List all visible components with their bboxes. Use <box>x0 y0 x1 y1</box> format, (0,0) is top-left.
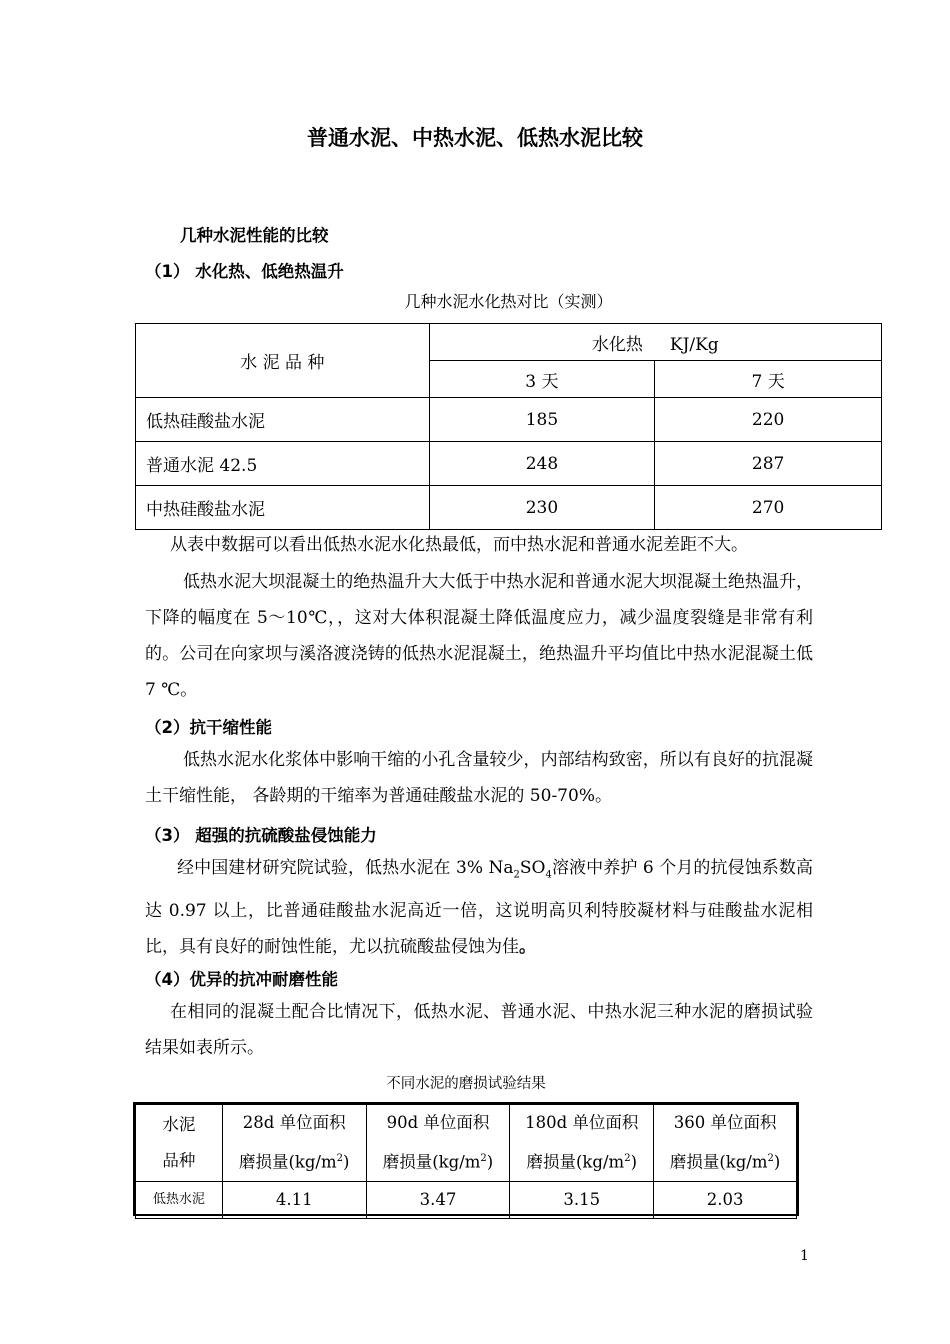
heat-of-hydration-table <box>135 323 882 530</box>
table1-header-cement-type: 水 泥 品 种 <box>136 324 430 398</box>
table1-cell-name: 普通水泥 42.5 <box>136 442 430 486</box>
table1-header-3day: 3 天 <box>429 361 655 398</box>
subsection-heading-4: （4）优异的抗冲耐磨性能 <box>145 970 338 989</box>
section-heading: 几种水泥性能的比较 <box>180 226 329 245</box>
paragraph-sulfate-resistance: 经中国建材研究院试验，低热水泥在 3% $Na_2SO_4$溶液中养护 6 个月的抗侵蚀系数高达 0.97 以上，比普通硅酸盐水泥高近一倍，这说明高贝利特胶凝材料与硅酸盐水泥相比，具有良好的耐蚀性能，尤以抗硫酸盐侵蚀为佳。 <box>145 858 813 958</box>
table2-header-180d: 180d 单位面积 磨损量$(kg/m^2)$ <box>510 1105 654 1182</box>
subsection-heading-3: （3） 超强的抗硫酸盐侵蚀能力 <box>145 826 377 845</box>
table-row <box>136 398 882 442</box>
table2-caption: 不同水泥的磨损试验结果 <box>386 1076 546 1092</box>
paragraph-abrasion: 在相同的混凝土配合比情况下，低热水泥、普通水泥、中热水泥三种水泥的磨损试验结果如表所示。 <box>145 1002 813 1058</box>
table1-cell-3day: 248 <box>429 442 655 486</box>
table-row <box>136 1181 797 1218</box>
table2-header-28d: 28d 单位面积 磨损量$(kg/m^2)$ <box>222 1105 366 1182</box>
page-number: 1 <box>800 1248 809 1264</box>
table1-cell-7day: 220 <box>655 398 882 442</box>
subsection-heading-1: （1） 水化热、低绝热温升 <box>145 262 344 281</box>
table1-cell-name: 低热硅酸盐水泥 <box>136 398 430 442</box>
abrasion-table <box>133 1102 799 1216</box>
paragraph-shrinkage: 低热水泥水化浆体中影响干缩的小孔含量较少，内部结构致密，所以有良好的抗混凝土干缩性能， 各龄期的干缩率为普通硅酸盐水泥的 50-70%。 <box>145 750 813 806</box>
paragraph-adiabatic-temperature: 低热水泥大坝混凝土的绝热温升大大低于中热水泥和普通水泥大坝混凝土绝热温升，下降的幅度在 5～10℃，，这对大体积混凝土降低温度应力，减少温度裂缝是非常有利的。公司在向家坝与溪洛渡浇铸的低热水泥混凝土，绝热温升平均值比中热水泥混凝土低 7 ℃。 <box>145 572 813 700</box>
table2-header-cement-type: 水泥 品种 <box>136 1105 223 1182</box>
document-title: 普通水泥、中热水泥、低热水泥比较 <box>307 126 643 150</box>
table2-cell-value: 2.03 <box>654 1181 797 1218</box>
table1-cell-3day: 230 <box>429 486 655 530</box>
table1-header-heat: 水化热 KJ/Kg <box>429 324 881 361</box>
table2-header-90d: 90d 单位面积 磨损量$(kg/m^2)$ <box>366 1105 510 1182</box>
paragraph-table1-summary: 从表中数据可以看出低热水泥水化热最低，而中热水泥和普通水泥差距不大。 <box>170 535 748 555</box>
table1-cell-3day: 185 <box>429 398 655 442</box>
subsection-heading-2: （2）抗干缩性能 <box>145 718 272 737</box>
table1-cell-7day: 287 <box>655 442 882 486</box>
table2-cell-name: 低热水泥 <box>136 1181 223 1218</box>
table2-cell-value: 3.47 <box>366 1181 510 1218</box>
table-row <box>136 486 882 530</box>
table2-header-360d: 360 单位面积 磨损量$(kg/m^2)$ <box>654 1105 797 1182</box>
table-row <box>136 442 882 486</box>
table1-header-7day: 7 天 <box>655 361 882 398</box>
table1-cell-name: 中热硅酸盐水泥 <box>136 486 430 530</box>
table1-caption: 几种水泥水化热对比（实测） <box>404 292 613 311</box>
table1-cell-7day: 270 <box>655 486 882 530</box>
table2-cell-value: 3.15 <box>510 1181 654 1218</box>
table2-cell-value: 4.11 <box>222 1181 366 1218</box>
